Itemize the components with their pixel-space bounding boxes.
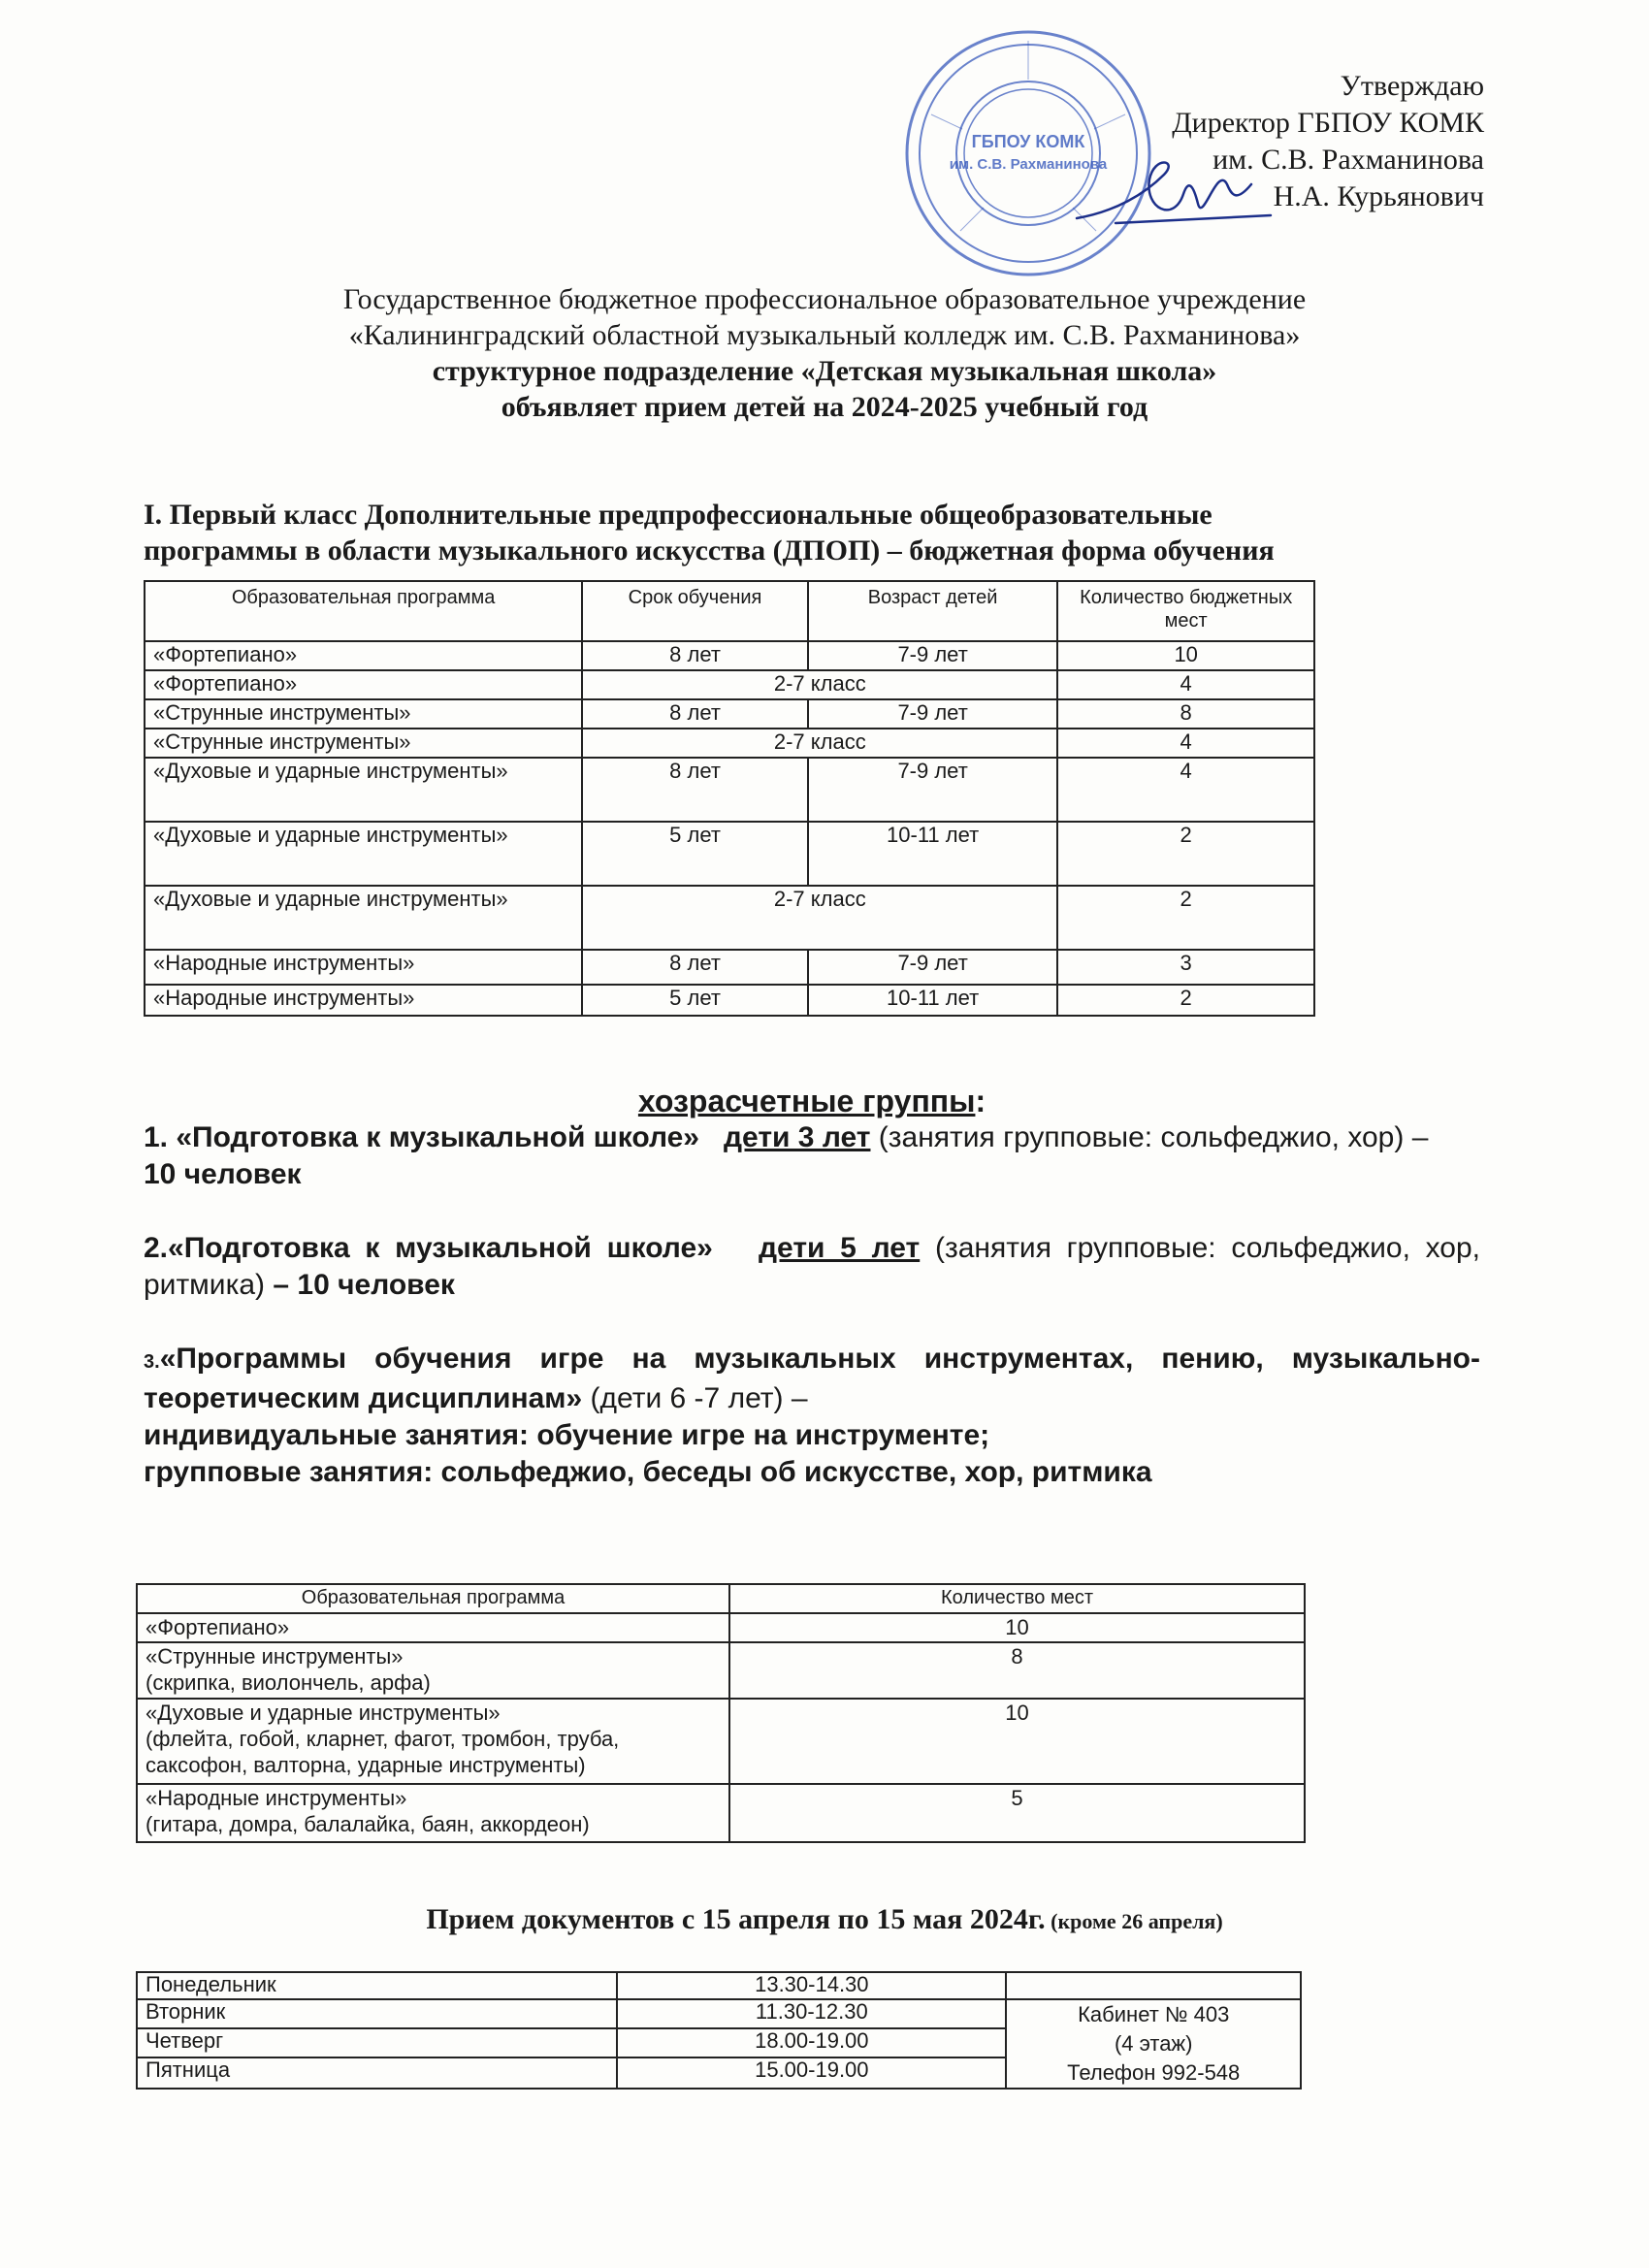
cell-program	[137, 1613, 729, 1642]
cell-places: 4	[1057, 758, 1314, 822]
item1-count: 10 человек	[144, 1158, 302, 1190]
table-row	[145, 758, 1314, 822]
cell-age: 7-9 лет	[808, 641, 1058, 670]
item1-detail: (занятия групповые: сольфеджио, хор) –	[870, 1121, 1429, 1153]
room-floor: (4 этаж)	[1114, 2031, 1193, 2056]
table-header-row	[137, 1584, 1305, 1613]
cell-age: 7-9 лет	[808, 950, 1058, 985]
cell-term: 5 лет	[582, 985, 808, 1016]
item3-age: (дети 6 -7 лет) –	[582, 1382, 808, 1414]
cell-time: 13.30-14.30	[617, 1972, 1006, 1999]
cell-program: «Духовые и ударные инструменты»	[145, 886, 582, 950]
cell-places: 8	[1057, 699, 1314, 729]
documents-acceptance	[0, 1903, 1649, 1936]
cell-places: 10	[729, 1699, 1305, 1784]
col-header-places: Количество мест	[729, 1584, 1305, 1613]
title-line3: структурное подразделение «Детская музыкальная школа»	[432, 355, 1217, 387]
item2-count: – 10 человек	[265, 1269, 455, 1301]
title-line4: объявляет прием детей на 2024-2025 учебный год	[501, 391, 1148, 423]
col-header-places: Количество бюджетных мест	[1057, 581, 1314, 641]
cell-term: 8 лет	[582, 758, 808, 822]
cell-program	[137, 1642, 729, 1699]
cell-term: 5 лет	[582, 822, 808, 886]
approval-line4: Н.А. Курьянович	[1273, 180, 1484, 212]
table-row	[145, 699, 1314, 729]
cell-places: 5	[729, 1784, 1305, 1842]
cell-program: «Духовые и ударные инструменты»	[145, 758, 582, 822]
cell-places: 8	[729, 1642, 1305, 1699]
program-name: «Народные инструменты»	[146, 1786, 407, 1810]
table-row	[137, 1999, 1301, 2028]
item2-detail: (занятия групповые: сольфеджио, хор, ритмика)	[144, 1232, 1481, 1301]
program-details: (скрипка, виолончель, арфа)	[146, 1670, 431, 1695]
item1-age: дети 3 лет	[724, 1121, 871, 1153]
cell-places: 2	[1057, 822, 1314, 886]
cell-time: 15.00-19.00	[617, 2057, 1006, 2089]
table-row	[137, 1642, 1305, 1699]
item3-num: 3.	[144, 1351, 160, 1373]
cell-merged: 2-7 класс	[582, 729, 1057, 758]
item3-group: групповые занятия: сольфеджио, беседы об искусстве, хор, ритмика	[144, 1456, 1152, 1488]
cell-age: 10-11 лет	[808, 985, 1058, 1016]
cell-program: «Народные инструменты»	[145, 985, 582, 1016]
table-row	[137, 1784, 1305, 1842]
program-details: (гитара, домра, балалайка, баян, аккордеон)	[146, 1812, 590, 1836]
section1-title-line1: I. Первый класс Дополнительные предпрофессиональные общеобразовательные	[144, 499, 1212, 531]
title-line2: «Калининградский областной музыкальный колледж им. С.В. Рахманинова»	[348, 319, 1301, 351]
cell-term: 8 лет	[582, 641, 808, 670]
item1-num: 1.	[144, 1121, 177, 1153]
table-row	[145, 822, 1314, 886]
schedule-table	[136, 1971, 1302, 2090]
cell-empty	[1006, 1972, 1301, 1999]
title-line1: Государственное бюджетное профессиональное образовательное учреждение	[342, 283, 1307, 315]
cell-program: «Духовые и ударные инструменты»	[145, 822, 582, 886]
section1-title-line2: программы в области музыкального искусства (ДПОП) – бюджетная форма обучения	[144, 535, 1275, 567]
handwritten-signature	[1057, 126, 1280, 252]
table-row	[137, 1972, 1301, 1999]
cell-places: 4	[1057, 670, 1314, 699]
table-row	[145, 886, 1314, 950]
cell-program	[137, 1699, 729, 1784]
cell-time: 18.00-19.00	[617, 2028, 1006, 2057]
item3-title: «Программы обучения игре на музыкальных инструментах, пению, музыкально-теоретическим дисциплинам»	[144, 1343, 1480, 1414]
cell-day: Пятница	[137, 2057, 617, 2089]
col-header-program: Образовательная программа	[137, 1584, 729, 1613]
table-header-row	[145, 581, 1314, 641]
table-row	[137, 1699, 1305, 1784]
paid-group-item-2	[144, 1230, 1480, 1304]
cell-merged: 2-7 класс	[582, 886, 1057, 950]
cell-places: 3	[1057, 950, 1314, 985]
cell-time: 11.30-12.30	[617, 1999, 1006, 2028]
item2-num: 2.	[144, 1232, 169, 1264]
paid-groups-heading	[144, 1083, 1480, 1119]
program-name: «Фортепиано»	[146, 1615, 290, 1639]
cell-program: «Струнные инструменты»	[145, 729, 582, 758]
cell-age: 7-9 лет	[808, 758, 1058, 822]
table-row	[145, 641, 1314, 670]
cell-age: 7-9 лет	[808, 699, 1058, 729]
budget-programs-table	[144, 580, 1315, 1017]
table-row	[145, 670, 1314, 699]
cell-program: «Народные инструменты»	[145, 950, 582, 985]
section1-heading	[144, 497, 1275, 568]
cell-places: 4	[1057, 729, 1314, 758]
paid-groups-section	[144, 1083, 1480, 1491]
table-row	[145, 950, 1314, 985]
paid-group-item-1	[144, 1119, 1480, 1193]
cell-places: 2	[1057, 886, 1314, 950]
documents-note: (кроме 26 апреля)	[1045, 1909, 1223, 1933]
paid-group-item-3	[144, 1341, 1480, 1417]
cell-term: 8 лет	[582, 950, 808, 985]
stamp-center-line2: им. С.В. Рахманинова	[949, 156, 1108, 173]
item3-individual: индивидуальные занятия: обучение игре на инструменте;	[144, 1419, 990, 1451]
program-details: (флейта, гобой, кларнет, фагот, тромбон, труба, саксофон, валторна, ударные инструменты)	[146, 1727, 620, 1777]
room-number: Кабинет № 403	[1078, 2002, 1230, 2026]
cell-merged: 2-7 класс	[582, 670, 1057, 699]
cell-day: Понедельник	[137, 1972, 617, 1999]
program-name: «Струнные инструменты»	[146, 1644, 404, 1669]
item2-title: «Подготовка к музыкальной школе»	[168, 1232, 713, 1264]
cell-program: «Фортепиано»	[145, 641, 582, 670]
item1-title: «Подготовка к музыкальной школе»	[176, 1121, 699, 1153]
col-header-program: Образовательная программа	[145, 581, 582, 641]
paid-groups-heading-text: хозрасчетные группы	[637, 1084, 976, 1118]
cell-places: 10	[1057, 641, 1314, 670]
cell-places: 2	[1057, 985, 1314, 1016]
documents-text: Прием документов с 15 апреля по 15 мая 2024г.	[426, 1903, 1046, 1935]
table-row	[145, 985, 1314, 1016]
item2-age: дети 5 лет	[758, 1232, 921, 1264]
cell-room-info	[1006, 1999, 1301, 2089]
program-name: «Духовые и ударные инструменты»	[146, 1701, 501, 1725]
cell-day: Вторник	[137, 1999, 617, 2028]
stamp-center-line1: ГБПОУ КОМК	[971, 132, 1085, 151]
cell-program	[137, 1784, 729, 1842]
approval-line1: Утверждаю	[1340, 70, 1484, 102]
table-row	[137, 1613, 1305, 1642]
approval-line2: Директор ГБПОУ КОМК	[1172, 107, 1484, 139]
paid-groups-heading-colon: :	[975, 1084, 986, 1118]
approval-line3: им. С.В. Рахманинова	[1212, 144, 1484, 176]
table-row	[145, 729, 1314, 758]
cell-places: 10	[729, 1613, 1305, 1642]
cell-age: 10-11 лет	[808, 822, 1058, 886]
room-phone: Телефон 992-548	[1067, 2060, 1241, 2085]
paid-programs-table	[136, 1583, 1306, 1843]
cell-day: Четверг	[137, 2028, 617, 2057]
cell-program: «Фортепиано»	[145, 670, 582, 699]
cell-program: «Струнные инструменты»	[145, 699, 582, 729]
col-header-age: Возраст детей	[808, 581, 1058, 641]
document-title	[0, 281, 1649, 425]
cell-term: 8 лет	[582, 699, 808, 729]
col-header-term: Срок обучения	[582, 581, 808, 641]
